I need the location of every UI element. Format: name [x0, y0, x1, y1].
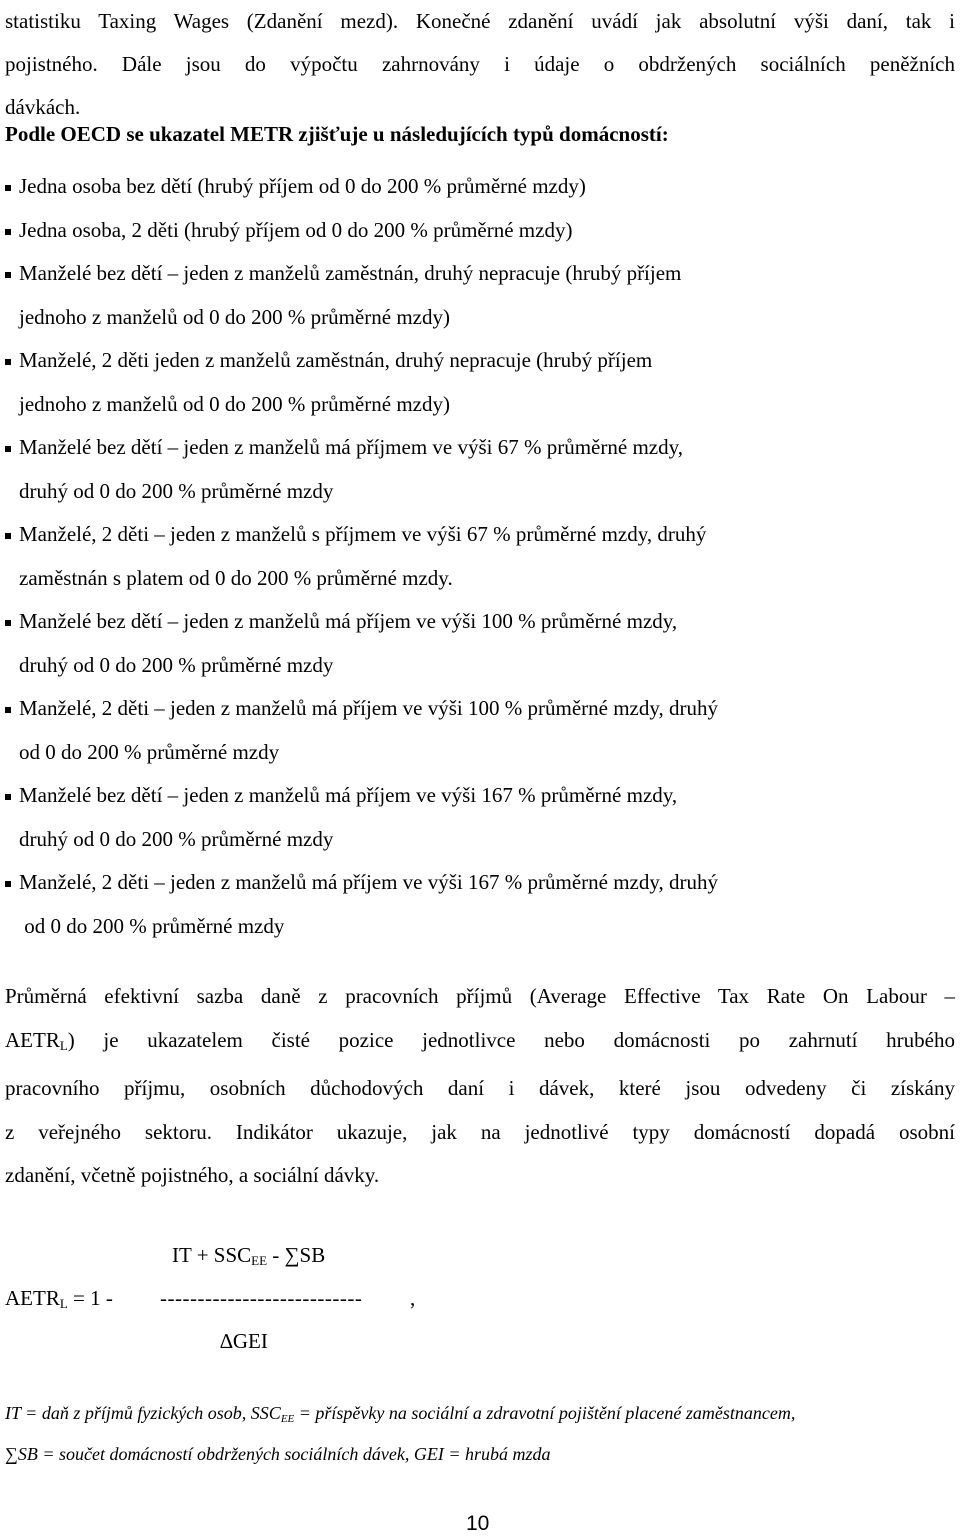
section-heading: Podle OECD se ukazatel METR zjišťuje u následujících typů domácností: [5, 122, 669, 146]
list-item-text-continued: druhý od 0 do 200 % průměrné mzdy [19, 478, 334, 503]
list-item-text: Manželé, 2 děti – jeden z manželů má příjem ve výši 100 % průměrné mzdy, druhý [19, 696, 718, 720]
legend-line: ∑SB = součet domácností obdržených sociálních dávek, GEI = hrubá mzda [5, 1444, 551, 1464]
list-item-text: Manželé bez dětí – jeden z manželů zaměstnán, druhý nepracuje (hrubý příjem [19, 261, 682, 285]
list-item [5, 687, 955, 774]
list-item-text-continued: zaměstnán s platem od 0 do 200 % průměrné mzdy. [19, 565, 453, 590]
list-item-text: Manželé, 2 děti jeden z manželů zaměstnán, druhý nepracuje (hrubý příjem [19, 348, 653, 372]
household-types-list [5, 165, 955, 948]
intro-paragraph [5, 0, 955, 129]
list-item [5, 209, 955, 253]
list-item [5, 165, 955, 209]
aetr-line: zdanění, včetně pojistného, a sociální dávky. [5, 1163, 380, 1187]
intro-line: dávkách. [5, 95, 81, 119]
formula-denominator: ∆GEI [220, 1329, 268, 1353]
list-item-text: Manželé, 2 děti – jeden z manželů s příjmem ve výši 67 % průměrné mzdy, druhý [19, 522, 707, 546]
page-number: 10 [466, 1512, 490, 1535]
list-item-text-continued: od 0 do 200 % průměrné mzdy [19, 739, 280, 764]
aetr-line: z veřejného sektoru. Indikátor ukazuje, jak na jednotlivé typy domácností dopadá osobní [5, 1119, 955, 1144]
legend-line: IT = daň z příjmů fyzických osob, $SSC_{EE}$ = příspěvky na sociální a zdravotní pojištění placené zaměstnancem, [5, 1403, 796, 1425]
list-item-text-continued: druhý od 0 do 200 % průměrné mzdy [19, 826, 334, 851]
list-item [5, 252, 955, 339]
list-item-text-continued: druhý od 0 do 200 % průměrné mzdy [19, 652, 334, 677]
aetr-line: $AETR_L$) je ukazatelem čisté pozice jednotlivce nebo domácnosti po zahrnutí hrubého [5, 1027, 955, 1053]
aetr-line: Průměrná efektivní sazba daně z pracovních příjmů (Average Effective Tax Rate On Labour – [5, 984, 955, 1008]
list-item [5, 600, 955, 687]
intro-line: statistiku Taxing Wages (Zdanění mezd). Konečné zdanění uvádí jak absolutní výši daní, tak i [5, 9, 955, 33]
list-item [5, 426, 955, 513]
formula-fraction-bar: --------------------------- [160, 1286, 363, 1310]
formula-numerator: IT + $SSC_{EE} - \sum SB$ [172, 1243, 326, 1268]
list-item [5, 861, 955, 948]
list-item-text: Jedna osoba bez dětí (hrubý příjem od 0 do 200 % průměrné mzdy) [19, 174, 586, 198]
intro-line: pojistného. Dále jsou do výpočtu zahrnovány i údaje o obdržených sociálních peněžních [5, 52, 955, 76]
aetr-line: pracovního příjmu, osobních důchodových daní i dávek, které jsou odvedeny či získány [5, 1076, 955, 1100]
list-item-text-continued: od 0 do 200 % průměrné mzdy [19, 913, 285, 938]
list-item-text-continued: jednoho z manželů od 0 do 200 % průměrné mzdy) [19, 391, 450, 416]
list-item [5, 774, 955, 861]
formula-legend [5, 1396, 955, 1472]
list-item-text: Manželé bez dětí – jeden z manželů má příjem ve výši 100 % průměrné mzdy, [19, 609, 678, 633]
formula-lhs: $AETR_L = 1$ - [5, 1286, 113, 1311]
formula-comma: , [410, 1286, 416, 1310]
list-item-text: Manželé bez dětí – jeden z manželů má příjmem ve výši 67 % průměrné mzdy, [19, 435, 683, 459]
list-item [5, 339, 955, 426]
list-item-text: Manželé, 2 děti – jeden z manželů má příjem ve výši 167 % průměrné mzdy, druhý [19, 870, 718, 894]
list-item [5, 513, 955, 600]
list-item-text: Jedna osoba, 2 děti (hrubý příjem od 0 do 200 % průměrné mzdy) [19, 217, 573, 242]
list-item-text-continued: jednoho z manželů od 0 do 200 % průměrné mzdy) [19, 304, 450, 329]
aetr-paragraph [5, 975, 955, 1198]
list-item-text: Manželé bez dětí – jeden z manželů má příjem ve výši 167 % průměrné mzdy, [19, 783, 678, 807]
aetr-formula [0, 1235, 960, 1365]
